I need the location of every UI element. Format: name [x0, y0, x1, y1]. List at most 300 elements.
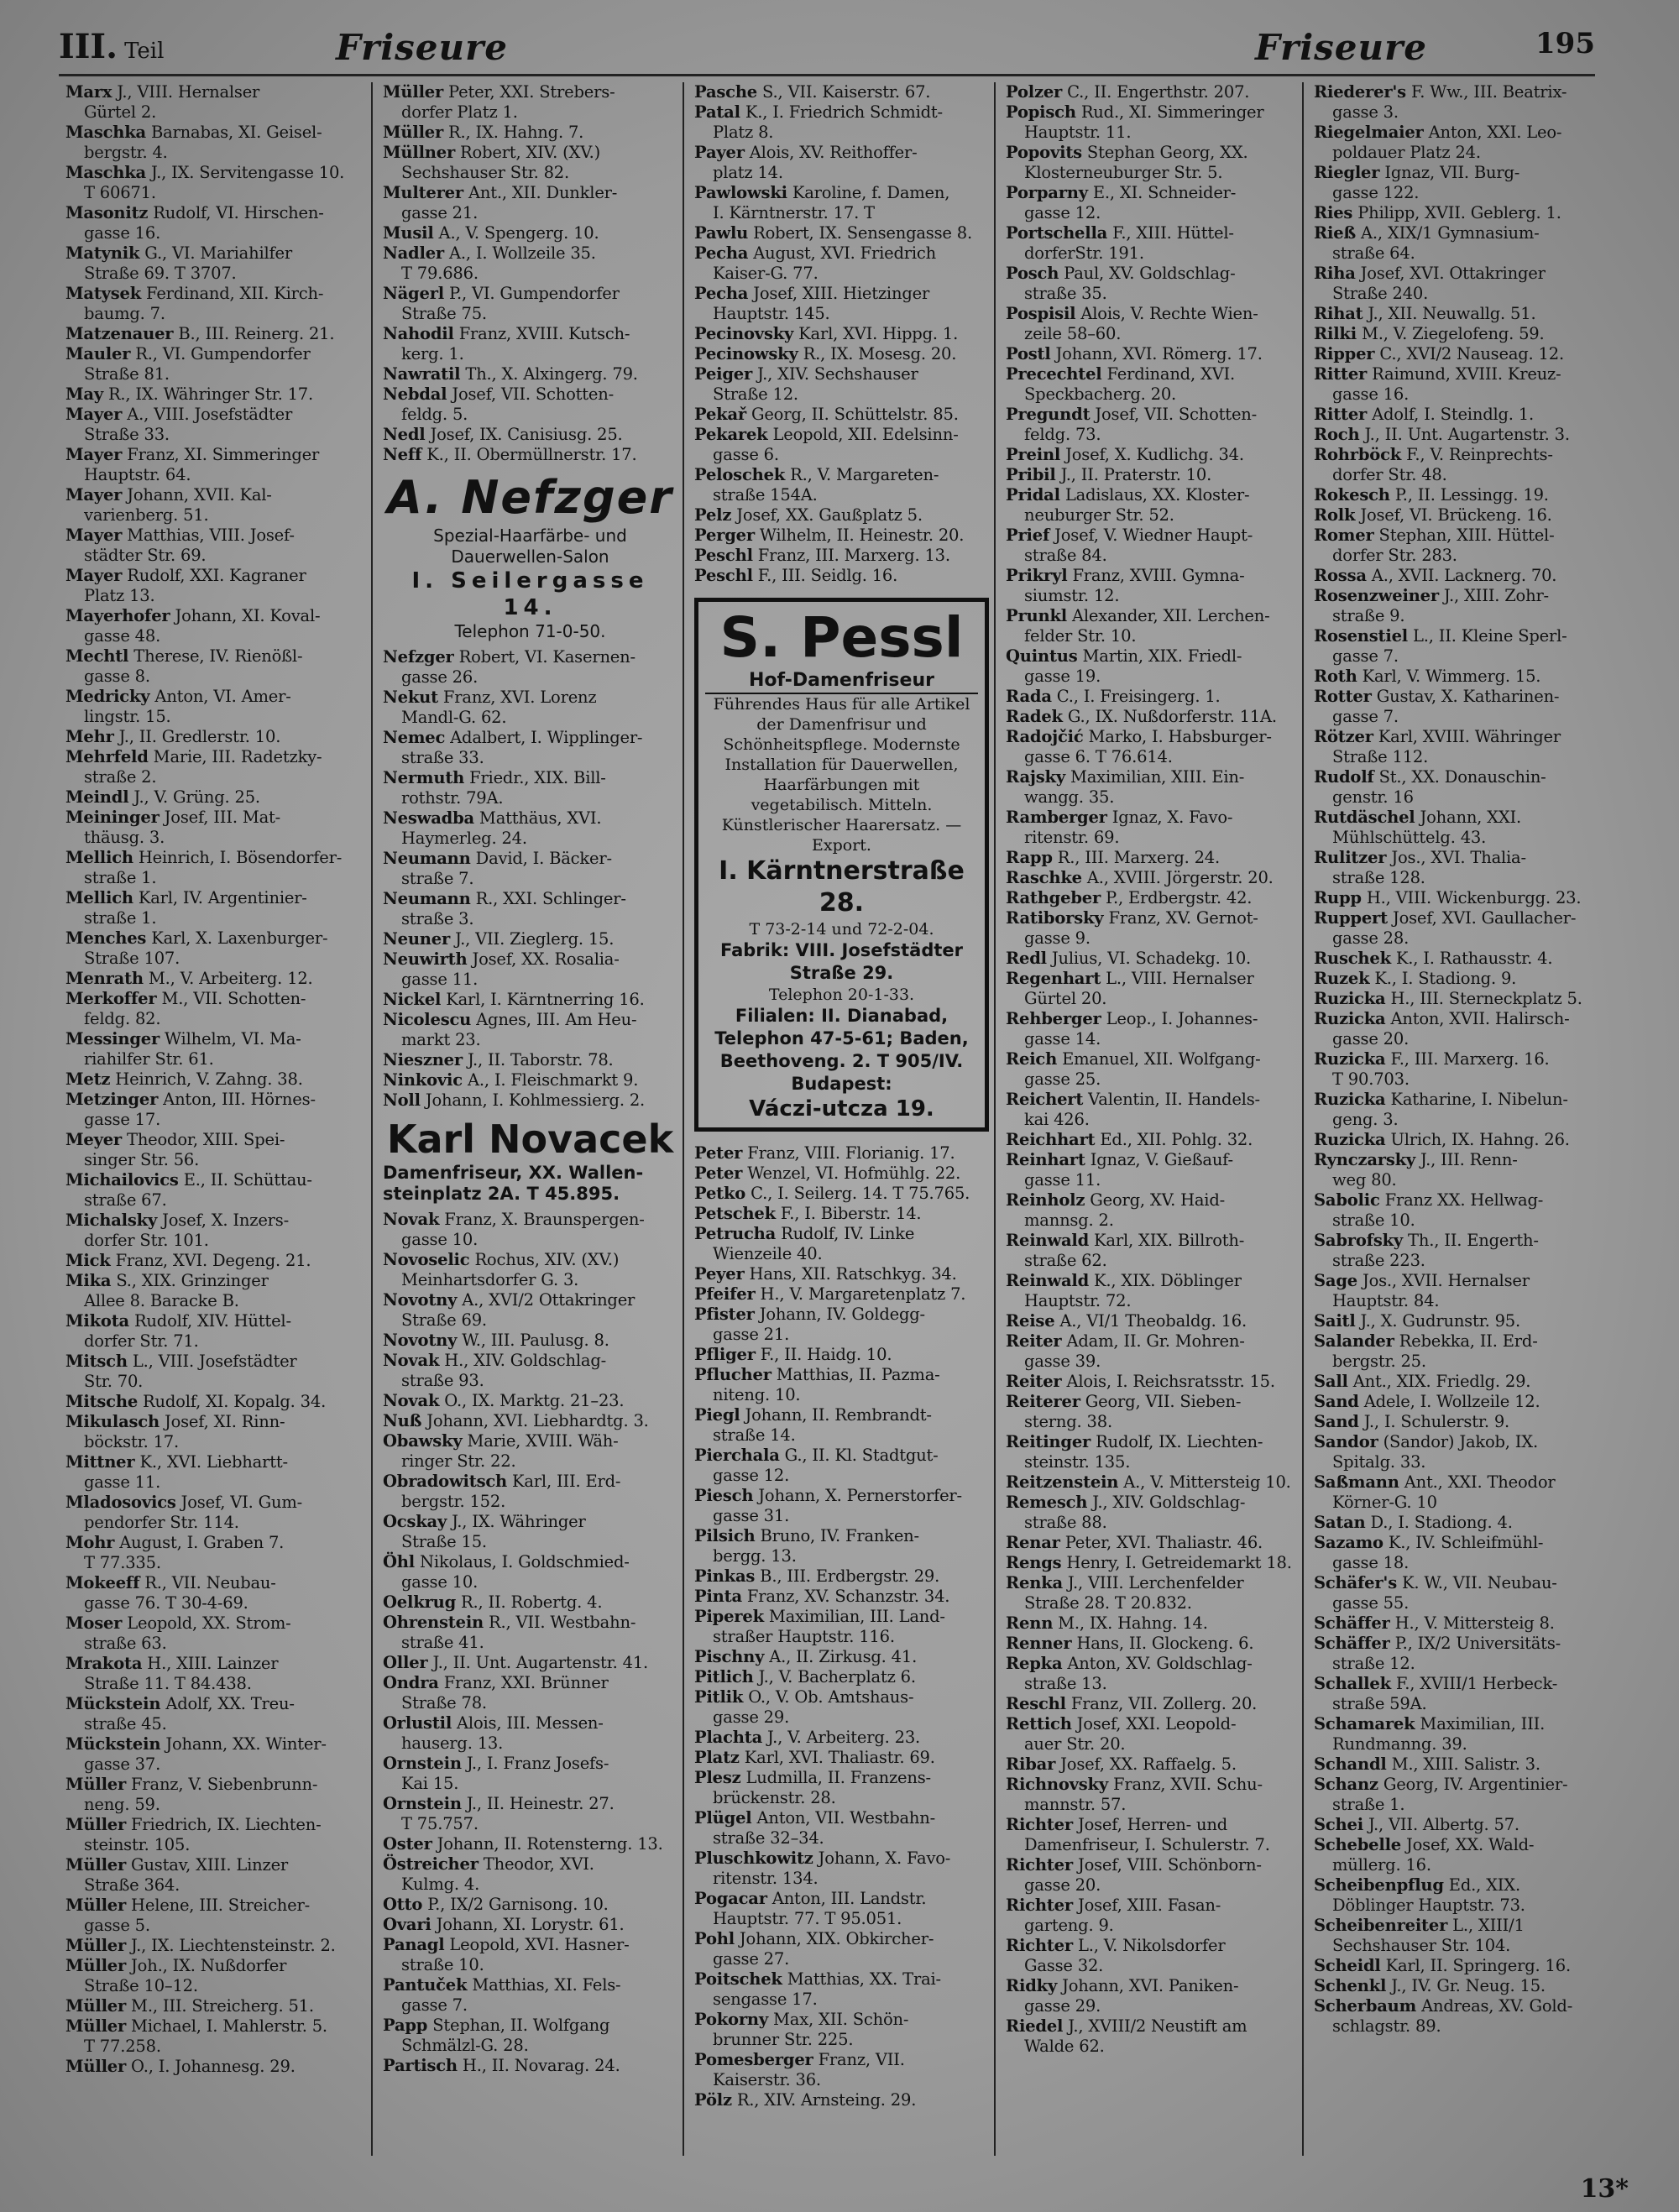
entry-details: Nikolaus, I. Goldschmied- — [414, 1552, 630, 1571]
entry-surname: Mikulasch — [65, 1412, 160, 1431]
entry-continuation: gasse 3. — [1332, 102, 1399, 122]
entry-details: Franz, VII. — [813, 2050, 905, 2069]
directory-entry — [383, 1895, 677, 1915]
entry-surname: Mitsch — [65, 1352, 128, 1371]
entry-surname: Pierchala — [694, 1446, 780, 1465]
entry-continuation: platz 14. — [713, 163, 783, 182]
entry-details: Josef, XIII. Hietzinger — [748, 284, 930, 303]
entry-details: P., VI. Gumpendorfer — [443, 284, 620, 303]
directory-entry — [383, 728, 677, 768]
entry-surname: Reiterer — [1006, 1392, 1080, 1411]
entry-continuation: Walde 62. — [1024, 2037, 1105, 2056]
entry-details: Th., X. Alxingerg. 79. — [460, 364, 638, 384]
directory-entry — [65, 989, 366, 1029]
directory-entry — [383, 1935, 677, 1975]
entry-continuation: Allee 8. Baracke B. — [84, 1291, 239, 1310]
entry-surname: Rieß — [1314, 223, 1357, 243]
entry-continuation: bergstr. 25. — [1332, 1352, 1426, 1371]
entry-details: A., I. Fleischmarkt 9. — [462, 1070, 639, 1090]
directory-entry — [65, 384, 366, 405]
entry-details: Johann, X. Pernerstorfer- — [753, 1486, 962, 1505]
entry-surname: Riha — [1314, 264, 1356, 283]
entry-continuation: dorfer Platz 1. — [401, 102, 518, 122]
directory-entry — [1006, 102, 1297, 143]
directory-entry — [65, 606, 366, 646]
entry-surname: Plügel — [694, 1808, 752, 1828]
entry-details: Katharine, I. Nibelun- — [1385, 1090, 1568, 1109]
entry-surname: Müller — [65, 1775, 127, 1794]
entry-surname: Schandl — [1314, 1754, 1387, 1774]
entry-details: J., X. Gudrunstr. 95. — [1355, 1311, 1521, 1331]
directory-entry — [383, 1250, 677, 1290]
entry-surname: Michailovics — [65, 1170, 179, 1190]
entry-continuation: straße 32–34. — [713, 1828, 824, 1848]
entry-continuation: straße 35. — [1024, 284, 1107, 303]
entry-surname: Rossa — [1314, 566, 1367, 585]
entry-continuation: gasse 11. — [84, 1472, 161, 1492]
columns — [65, 82, 1595, 2156]
entry-continuation: Kulmg. 4. — [401, 1875, 480, 1894]
entry-surname: Nieszner — [383, 1050, 463, 1069]
entry-surname: Salander — [1314, 1331, 1394, 1351]
directory-entry — [694, 1143, 989, 1164]
entry-details: Ladislaus, XX. Kloster- — [1059, 485, 1250, 505]
entry-surname: Ondra — [383, 1673, 439, 1692]
entry-continuation: Kai 15. — [401, 1774, 459, 1793]
entry-surname: Schallek — [1314, 1674, 1391, 1693]
entry-surname: Mika — [65, 1271, 112, 1290]
directory-entry — [1314, 1130, 1590, 1150]
entry-surname: Mellich — [65, 888, 133, 907]
entry-details: E., II. Schüttau- — [178, 1170, 312, 1190]
entry-surname: Novoselic — [383, 1250, 470, 1269]
directory-entry — [65, 2016, 366, 2057]
entry-details: R., VII. Westbahn- — [484, 1613, 636, 1632]
entry-details: Franz, XVIII. Kutsch- — [453, 324, 630, 343]
entry-details: J., V. Bacherplatz 6. — [753, 1667, 916, 1686]
entry-surname: Pitlich — [694, 1667, 754, 1686]
entry-surname: Pohl — [694, 1929, 735, 1948]
entry-surname: Ohrenstein — [383, 1613, 484, 1632]
directory-entry — [1314, 1513, 1590, 1533]
entry-continuation: gasse 12. — [713, 1466, 790, 1485]
entry-surname: Mrakota — [65, 1654, 143, 1673]
entry-surname: Pfister — [694, 1305, 755, 1324]
entry-details: Philipp, XVII. Geblerg. 1. — [1352, 203, 1561, 222]
entry-continuation: Körner-G. 10 — [1332, 1493, 1437, 1512]
entry-details: Rochus, XIV. (XV.) — [469, 1250, 620, 1269]
entry-surname: Scheibenpflug — [1314, 1875, 1444, 1895]
entry-surname: Schei — [1314, 1815, 1363, 1834]
entry-continuation: straße 2. — [84, 767, 157, 787]
entry-continuation: Straße 81. — [84, 364, 170, 384]
entry-surname: Ratiborsky — [1006, 908, 1104, 928]
directory-entry — [383, 123, 677, 143]
directory-entry — [65, 1069, 366, 1090]
directory-entry — [694, 82, 989, 102]
entry-surname: Novotny — [383, 1290, 458, 1310]
entry-details: Anton, XVII. Halirsch- — [1385, 1009, 1570, 1028]
entry-continuation: gasse 11. — [1024, 1170, 1101, 1190]
directory-entry — [383, 1592, 677, 1613]
entry-surname: Postl — [1006, 344, 1051, 363]
entry-details: H., XIV. Goldschlag- — [439, 1351, 607, 1370]
directory-entry — [1314, 1392, 1590, 1412]
directory-entry — [1006, 687, 1297, 707]
entry-details: Bruno, IV. Franken- — [755, 1526, 919, 1545]
directory-entry — [694, 1566, 989, 1587]
entry-continuation: ringer Str. 22. — [401, 1451, 516, 1471]
entry-surname: Schäffer — [1314, 1634, 1390, 1653]
entry-details: Wilhelm, VI. Ma- — [160, 1029, 301, 1048]
entry-details: Matthias, XI. Fels- — [467, 1975, 621, 1995]
entry-surname: Renn — [1006, 1613, 1054, 1633]
entry-details: Heinrich, I. Bösendorfer- — [133, 848, 343, 867]
entry-surname: Novak — [383, 1210, 440, 1229]
directory-entry — [1314, 82, 1590, 123]
entry-surname: Ripper — [1314, 344, 1375, 363]
directory-entry — [383, 364, 677, 384]
entry-details: F. Ww., III. Beatrix- — [1405, 82, 1567, 102]
entry-details: Matthias, VIII. Josef- — [122, 526, 295, 545]
entry-continuation: gasse 12. — [1024, 203, 1101, 222]
directory-entry — [694, 1929, 989, 1969]
directory-entry — [65, 1170, 366, 1211]
entry-continuation: gasse 7. — [401, 1995, 468, 2015]
directory-entry — [383, 223, 677, 243]
entry-continuation: gasse 29. — [713, 1707, 790, 1727]
ad-novacek-name: Karl Novacek — [386, 1116, 674, 1162]
entry-surname: Ruzicka — [1314, 1049, 1386, 1069]
directory-entry — [65, 1533, 366, 1573]
directory-entry — [1006, 2016, 1297, 2057]
entry-continuation: ritenstr. 134. — [713, 1869, 819, 1888]
directory-entry — [694, 1607, 989, 1647]
entry-surname: Portschella — [1006, 223, 1108, 243]
entry-continuation: neuburger Str. 52. — [1024, 505, 1174, 525]
directory-entry — [65, 284, 366, 324]
entry-details: Karl, XVI. Hippg. 1. — [793, 324, 959, 343]
entry-surname: Ornstein — [383, 1754, 462, 1773]
entry-details: Th., II. Engerth- — [1403, 1231, 1539, 1250]
entry-continuation: mannstr. 57. — [1024, 1795, 1127, 1814]
entry-surname: Reichert — [1006, 1090, 1084, 1109]
ad-nefzger-address: I. Seilergasse 14. — [411, 568, 649, 620]
entry-surname: Popisch — [1006, 102, 1076, 122]
entry-continuation: straße 45. — [84, 1714, 167, 1734]
entry-surname: Schäffer — [1314, 1613, 1390, 1633]
entry-surname: Obawsky — [383, 1431, 463, 1451]
entry-continuation: straße 62. — [1024, 1251, 1107, 1270]
directory-entry — [65, 808, 366, 848]
directory-entry — [1314, 767, 1590, 808]
entry-surname: Pekarek — [694, 425, 768, 444]
directory-entry — [1006, 1190, 1297, 1231]
entry-continuation: gasse 55. — [1332, 1593, 1410, 1613]
entry-details: L., VIII. Hernalser — [1101, 969, 1254, 988]
directory-entry — [65, 1654, 366, 1694]
entry-continuation: dorfer Str. 283. — [1332, 546, 1457, 565]
directory-entry — [1006, 1573, 1297, 1613]
entry-surname: Pfeifer — [694, 1284, 756, 1304]
directory-entry — [383, 1552, 677, 1592]
entry-details: A., XVII. Lacknerg. 70. — [1366, 566, 1557, 585]
directory-entry — [1314, 425, 1590, 445]
directory-entry — [383, 243, 677, 284]
entry-continuation: Straße 69. — [401, 1310, 487, 1330]
entry-surname: Ornstein — [383, 1794, 462, 1813]
entry-surname: Müller — [65, 1936, 127, 1955]
entry-surname: Polzer — [1006, 82, 1063, 102]
entry-details: Matthäus, XVI. — [473, 808, 602, 828]
entry-details: Karl, X. Laxenburger- — [146, 928, 328, 948]
directory-entry — [65, 1734, 366, 1775]
directory-entry — [1314, 1533, 1590, 1573]
entry-details: H., III. Sterneckplatz 5. — [1385, 989, 1582, 1008]
entry-surname: Mladosovics — [65, 1493, 176, 1512]
directory-entry — [65, 203, 366, 243]
entry-details: Leopold, XII. Edelsinn- — [767, 425, 959, 444]
entry-details: O., IX. Marktg. 21–23. — [439, 1391, 625, 1410]
directory-entry — [1006, 1714, 1297, 1754]
entry-surname: Partisch — [383, 2056, 458, 2075]
directory-entry — [694, 526, 989, 546]
entry-details: Josef, XX. Gaußplatz 5. — [731, 505, 923, 525]
directory-entry — [383, 1431, 677, 1472]
entry-details: R., IX. Mosesg. 20. — [798, 344, 957, 363]
entry-continuation: Straße 78. — [401, 1693, 487, 1713]
entry-details: Franz XX. Hellwag- — [1379, 1190, 1544, 1210]
directory-entry — [1006, 183, 1297, 223]
entry-continuation: straße 10. — [401, 1955, 484, 1974]
entry-surname: Pregundt — [1006, 405, 1091, 424]
entry-details: J., VII. Albertg. 57. — [1363, 1815, 1519, 1834]
entry-details: Matthias, XX. Trai- — [782, 1969, 941, 1989]
entry-details: Adam, II. Gr. Mohren- — [1061, 1331, 1245, 1351]
entry-surname: Posch — [1006, 264, 1059, 283]
page-number: 195 — [1535, 27, 1595, 60]
directory-entry — [65, 163, 366, 203]
entry-details: B., III. Reinerg. 21. — [173, 324, 335, 343]
directory-entry — [1006, 566, 1297, 606]
entry-details: Ferdinand, XVI. — [1101, 364, 1236, 384]
entry-continuation: gasse 14. — [1024, 1029, 1101, 1048]
directory-entry — [1006, 1694, 1297, 1714]
entry-continuation: gasse 21. — [401, 203, 479, 222]
directory-entry — [1314, 1674, 1590, 1714]
entry-details: Josef, VII. Schotten- — [1090, 405, 1258, 424]
entry-continuation: garteng. 9. — [1024, 1916, 1114, 1935]
entry-details: Georg, II. Schüttelstr. 85. — [745, 405, 959, 424]
entry-details: J., IX. Servitengasse 10. — [146, 163, 345, 182]
entry-continuation: sterng. 38. — [1024, 1412, 1112, 1431]
entry-surname: Ocskay — [383, 1512, 447, 1531]
directory-entry — [694, 1164, 989, 1184]
entry-details: K., I. Friedrich Schmidt- — [740, 102, 943, 122]
directory-entry — [65, 243, 366, 284]
entry-surname: Moser — [65, 1613, 123, 1633]
entry-details: Karl, XVI. Thaliastr. 69. — [739, 1748, 935, 1767]
directory-entry — [1314, 1916, 1590, 1956]
entry-surname: Medricky — [65, 687, 150, 706]
entry-continuation: dorfer Str. 101. — [84, 1231, 209, 1250]
entry-details: Barnabas, XI. Geisel- — [146, 123, 322, 142]
entry-details: Josef, XVI. Gaullacher- — [1387, 908, 1577, 928]
directory-entry — [65, 1392, 366, 1412]
entry-continuation: Mühlschüttelg. 43. — [1332, 828, 1487, 847]
entry-surname: Nemec — [383, 728, 446, 747]
entry-details: Johann, II. Rotensterng. 13. — [432, 1834, 663, 1854]
entry-continuation: gasse 21. — [713, 1325, 790, 1344]
directory-entry — [65, 1815, 366, 1855]
directory-entry — [1314, 667, 1590, 687]
entry-surname: Sall — [1314, 1372, 1348, 1391]
entry-continuation: sengasse 17. — [713, 1990, 818, 2009]
entry-details: Gustav, XIII. Linzer — [126, 1855, 289, 1875]
entry-details: Alexander, XII. Lerchen- — [1067, 606, 1270, 625]
directory-entry — [1006, 405, 1297, 445]
directory-entry — [1314, 989, 1590, 1009]
part-label — [59, 27, 164, 66]
entry-surname: Mechtl — [65, 646, 129, 666]
entry-surname: Pospisil — [1006, 304, 1076, 323]
entry-details: Johann, XIX. Obkircher- — [734, 1929, 934, 1948]
directory-entry — [1314, 324, 1590, 344]
entry-surname: Pecinovsky — [694, 324, 794, 343]
entry-continuation: Straße 28. T 20.832. — [1024, 1593, 1192, 1613]
entry-details: Leop., I. Johannes- — [1101, 1009, 1258, 1028]
entry-continuation: straße 10. — [1332, 1211, 1415, 1230]
entry-details: Rudolf, XXI. Kagraner — [122, 566, 306, 585]
directory-entry — [1314, 485, 1590, 505]
entry-continuation: gasse 10. — [401, 1230, 479, 1249]
entry-continuation: brunner Str. 225. — [713, 2030, 854, 2049]
entry-continuation: Kaiserstr. 36. — [713, 2070, 821, 2089]
entry-details: S., XIX. Grinzinger — [111, 1271, 269, 1290]
entry-continuation: straße 9. — [1332, 606, 1405, 625]
directory-entry — [1006, 1150, 1297, 1190]
entry-continuation: straße 13. — [1024, 1674, 1107, 1693]
entry-surname: Reinholz — [1006, 1190, 1085, 1210]
entry-surname: Ruzicka — [1314, 1130, 1386, 1149]
directory-entry — [1314, 949, 1590, 969]
entry-surname: Nahodil — [383, 324, 454, 343]
entry-continuation: Sechshauser Str. 104. — [1332, 1936, 1511, 1955]
entry-continuation: straße 93. — [401, 1371, 484, 1390]
entry-surname: Roth — [1314, 667, 1357, 686]
entry-details: Johann, XVI. Liebhardtg. 3. — [421, 1411, 649, 1430]
entry-continuation: gasse 31. — [713, 1506, 790, 1525]
entry-continuation: steinstr. 105. — [84, 1835, 191, 1854]
directory-entry — [1314, 1190, 1590, 1231]
directory-entry — [1006, 1775, 1297, 1815]
entry-details: Alois, XV. Reithoffer- — [744, 143, 918, 162]
entry-surname: Müller — [65, 2016, 127, 2036]
directory-entry — [383, 1411, 677, 1431]
ad-nefzger-line2: Dauerwellen-Salon — [451, 546, 609, 567]
entry-surname: Müller — [65, 1896, 127, 1915]
entry-details: J., XVIII/2 Neustift am — [1063, 2016, 1247, 2036]
entry-details: K., XVI. Liebhartt- — [134, 1452, 288, 1472]
entry-surname: Schäfer's — [1314, 1573, 1397, 1592]
entry-surname: Mohr — [65, 1533, 115, 1552]
directory-entry — [383, 384, 677, 425]
entry-details: Ignaz, X. Favo- — [1106, 808, 1233, 827]
entry-details: J., XIV. Goldschlag- — [1087, 1493, 1246, 1512]
entry-surname: Rajsky — [1006, 767, 1065, 787]
entry-surname: Riegler — [1314, 163, 1380, 182]
entry-surname: Panagl — [383, 1935, 445, 1954]
entry-surname: Neff — [383, 445, 422, 464]
entry-surname: Mayerhofer — [65, 606, 170, 625]
entry-surname: Romer — [1314, 526, 1374, 545]
entry-details: G., IX. Nußdorferstr. 11A. — [1062, 707, 1277, 726]
entry-details: K., IV. Schleifmühl- — [1383, 1533, 1544, 1552]
entry-details: J., II. Unt. Augartenstr. 3. — [1359, 425, 1570, 444]
entry-surname: Müller — [65, 2057, 127, 2076]
entry-surname: Peter — [694, 1143, 743, 1163]
entry-surname: Prief — [1006, 526, 1050, 545]
entry-surname: Pischny — [694, 1647, 765, 1666]
entry-surname: Matzenauer — [65, 324, 174, 343]
directory-entry — [65, 1412, 366, 1452]
directory-entry — [383, 1050, 677, 1070]
entry-surname: Peschl — [694, 546, 753, 565]
entry-surname: Müller — [65, 1855, 127, 1875]
entry-continuation: ritenstr. 69. — [1024, 828, 1120, 847]
entry-details: J., V. Arbeiterg. 23. — [762, 1728, 921, 1747]
entry-details: P., Erdbergstr. 42. — [1101, 888, 1253, 907]
entry-surname: Ninkovic — [383, 1070, 463, 1090]
directory-entry — [1006, 1654, 1297, 1694]
directory-entry — [1006, 1493, 1297, 1533]
entry-details: Matthias, II. Pazma- — [771, 1365, 940, 1384]
directory-entry — [383, 284, 677, 324]
directory-entry — [694, 364, 989, 405]
entry-details: Karl, IV. Argentinier- — [133, 888, 307, 907]
entry-continuation: Straße 69. T 3707. — [84, 264, 237, 283]
entry-surname: Remesch — [1006, 1493, 1088, 1512]
entry-surname: Reinhart — [1006, 1150, 1085, 1169]
entry-details: Anton, XV. Goldschlag- — [1062, 1654, 1253, 1673]
directory-entry — [1314, 1815, 1590, 1835]
entry-surname: Preinl — [1006, 445, 1061, 464]
entry-details: L., V. Nikolsdorfer — [1072, 1936, 1226, 1955]
entry-continuation: thäusg. 3. — [84, 828, 165, 847]
ad-novacek-line2: steinplatz 2A. T 45.895. — [383, 1184, 620, 1204]
entry-details: Georg, VII. Sieben- — [1080, 1392, 1242, 1411]
entry-continuation: straße 41. — [401, 1633, 484, 1652]
entry-surname: Reich — [1006, 1049, 1058, 1069]
entry-surname: Ritter — [1314, 405, 1368, 424]
directory-entry — [1006, 1271, 1297, 1311]
directory-entry — [65, 727, 366, 747]
entry-details: C., II. Engerthstr. 207. — [1062, 82, 1250, 102]
directory-entry — [694, 1224, 989, 1264]
entry-details: M., XIII. Salistr. 3. — [1386, 1754, 1540, 1774]
entry-details: Ant., XXI. Theodor — [1399, 1472, 1556, 1492]
entry-surname: Müllner — [383, 143, 456, 162]
entry-surname: Richter — [1006, 1936, 1073, 1955]
entry-details: Rudolf, XI. Kopalg. 34. — [138, 1392, 327, 1411]
directory-entry — [65, 324, 366, 344]
entry-details: L., XIII/1 — [1447, 1916, 1525, 1935]
directory-entry — [1006, 465, 1297, 485]
entry-continuation: straße 128. — [1332, 868, 1425, 887]
directory-entry — [694, 324, 989, 344]
entry-surname: Menrath — [65, 969, 144, 988]
directory-entry — [694, 1204, 989, 1224]
